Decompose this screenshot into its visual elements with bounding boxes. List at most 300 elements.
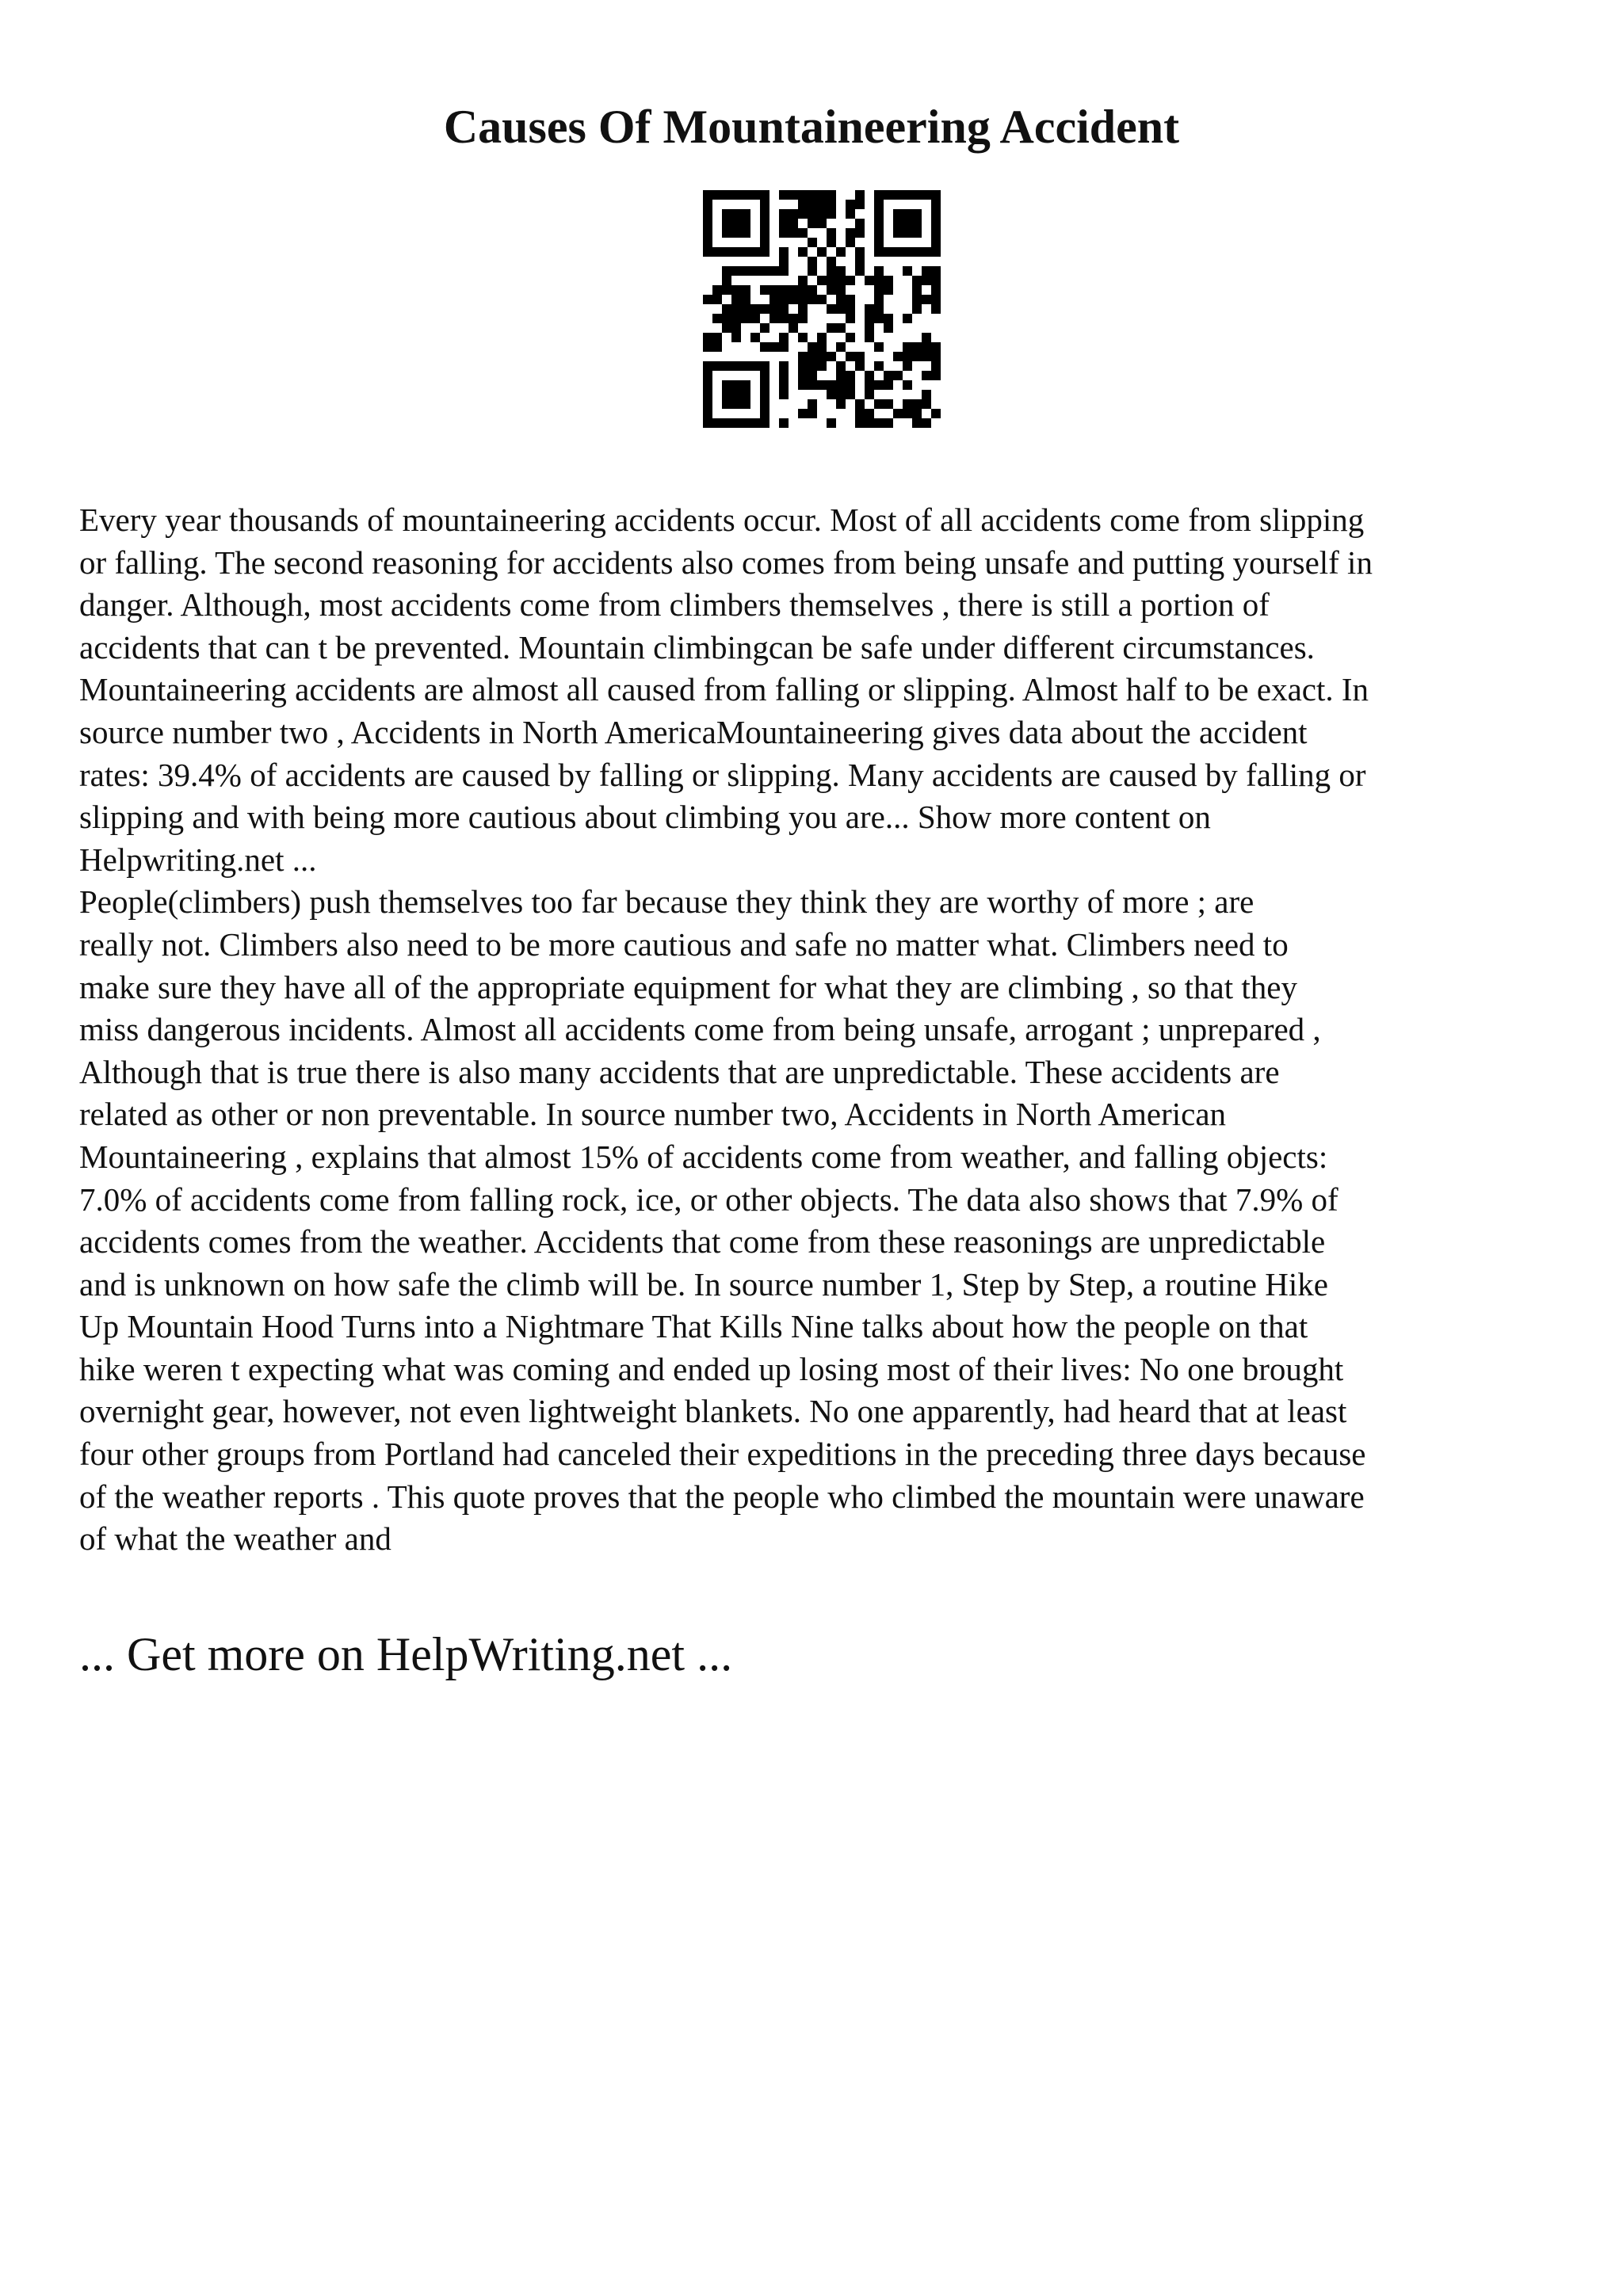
qr-module (865, 371, 874, 380)
qr-module (808, 257, 817, 266)
qr-module (703, 399, 712, 409)
qr-module (855, 361, 865, 371)
qr-module (703, 238, 712, 247)
qr-module (731, 228, 741, 238)
qr-module (703, 390, 712, 399)
qr-module (874, 238, 884, 247)
qr-module (874, 285, 884, 295)
qr-module (893, 352, 903, 361)
qr-module (865, 418, 874, 428)
qr-module (779, 361, 789, 371)
qr-module (846, 333, 855, 342)
qr-module (808, 266, 817, 276)
qr-module (798, 380, 808, 390)
qr-module (779, 342, 789, 352)
qr-module (750, 333, 760, 342)
qr-module (808, 209, 817, 219)
qr-module (855, 200, 865, 209)
qr-module (874, 219, 884, 228)
qr-module (779, 333, 789, 342)
qr-module (817, 333, 827, 342)
qr-module (722, 304, 731, 314)
qr-module (750, 247, 760, 257)
qr-module (884, 399, 893, 409)
qr-module (760, 399, 769, 409)
qr-module (855, 352, 865, 361)
qr-module (779, 314, 789, 323)
qr-module (836, 390, 846, 399)
qr-module (903, 409, 912, 418)
qr-module (827, 228, 836, 238)
qr-module (769, 342, 779, 352)
qr-module (931, 371, 941, 380)
qr-module (836, 323, 846, 333)
qr-module (741, 190, 750, 200)
qr-module (703, 295, 712, 304)
qr-module (922, 247, 931, 257)
qr-module (789, 295, 798, 304)
qr-module (827, 200, 836, 209)
qr-module (893, 247, 903, 257)
qr-module (903, 219, 912, 228)
qr-module (712, 190, 722, 200)
qr-module (798, 209, 808, 219)
qr-code-icon[interactable] (703, 190, 941, 428)
qr-module (893, 219, 903, 228)
qr-module (874, 228, 884, 238)
qr-module (760, 228, 769, 238)
qr-module (884, 380, 893, 390)
qr-module (827, 323, 836, 333)
qr-module (703, 418, 712, 428)
qr-module (731, 190, 741, 200)
qr-module (769, 295, 779, 304)
qr-module (922, 342, 931, 352)
qr-module (865, 333, 874, 342)
qr-module (846, 200, 855, 209)
qr-module (722, 418, 731, 428)
qr-module (779, 390, 789, 399)
qr-module (922, 276, 931, 285)
qr-module (931, 238, 941, 247)
qr-module (798, 276, 808, 285)
qr-module (874, 361, 884, 371)
qr-module (903, 209, 912, 219)
qr-module (855, 266, 865, 276)
qr-module (808, 361, 817, 371)
qr-module (827, 276, 836, 285)
qr-module (789, 190, 798, 200)
article-body (79, 499, 1569, 1561)
qr-module (741, 209, 750, 219)
qr-module (731, 209, 741, 219)
qr-module (760, 200, 769, 209)
qr-module (741, 380, 750, 390)
qr-module (779, 228, 789, 238)
qr-module (827, 238, 836, 247)
qr-module (731, 333, 741, 342)
qr-module (779, 380, 789, 390)
qr-module (789, 228, 798, 238)
qr-module (760, 190, 769, 200)
qr-module (731, 399, 741, 409)
qr-module (865, 390, 874, 399)
qr-module (846, 209, 855, 219)
qr-module (893, 371, 903, 380)
paragraph-1: Every year thousands of mountaineering accidents occur. Most of all accidents come from slipping or falling. The second reasoning for accidents also comes from being unsafe and putting yourself in danger. Although, most accidents come from climbers themselves , there is still a portion of accidents that can t be prevented. Mountain climbingcan be safe under different circumstances. Mountaineering accidents are almost all caused from falling or slipping. Almost half to be exact. In source number two , Accidents in North AmericaMountaineering gives data about the accident rates: 39.4% of accidents are caused by falling or slipping. Many accidents are caused by falling or slipping and with being more cautious about climbing you are... Show more content on Helpwriting.net ... (79, 502, 1373, 878)
qr-module (769, 314, 779, 323)
qr-module (760, 390, 769, 399)
qr-module (827, 209, 836, 219)
qr-module (817, 361, 827, 371)
qr-module (903, 399, 912, 409)
qr-module (741, 228, 750, 238)
qr-module (769, 285, 779, 295)
qr-module (912, 285, 922, 295)
qr-module (846, 238, 855, 247)
qr-module (836, 266, 846, 276)
qr-module (931, 304, 941, 314)
qr-module (855, 228, 865, 238)
qr-module (722, 276, 731, 285)
qr-module (769, 304, 779, 314)
qr-module (846, 380, 855, 390)
get-more-link[interactable]: ... Get more on HelpWriting.net ... (79, 1628, 733, 1680)
qr-module (798, 371, 808, 380)
qr-module (808, 399, 817, 409)
qr-module (931, 266, 941, 276)
qr-module (712, 295, 722, 304)
qr-module (808, 238, 817, 247)
qr-module (808, 409, 817, 418)
qr-module (722, 399, 731, 409)
qr-module (722, 190, 731, 200)
qr-module (760, 380, 769, 390)
qr-module (789, 323, 798, 333)
qr-module (703, 219, 712, 228)
qr-module (912, 209, 922, 219)
qr-module (789, 285, 798, 295)
qr-module (855, 247, 865, 257)
qr-module (731, 219, 741, 228)
qr-module (836, 399, 846, 409)
qr-module (808, 219, 817, 228)
qr-module (731, 285, 741, 295)
qr-module (903, 247, 912, 257)
qr-module (836, 361, 846, 371)
qr-module (912, 295, 922, 304)
qr-module (712, 314, 722, 323)
qr-module (741, 295, 750, 304)
qr-module (722, 247, 731, 257)
qr-module (731, 390, 741, 399)
qr-module (855, 257, 865, 266)
qr-module (874, 380, 884, 390)
qr-module (846, 390, 855, 399)
qr-module (884, 314, 893, 323)
qr-module (798, 190, 808, 200)
qr-module (817, 190, 827, 200)
qr-module (712, 342, 722, 352)
qr-module (779, 304, 789, 314)
qr-module (931, 219, 941, 228)
qr-module (750, 190, 760, 200)
qr-module (760, 361, 769, 371)
qr-module (731, 314, 741, 323)
qr-module (931, 361, 941, 371)
qr-module (703, 371, 712, 380)
qr-module (750, 304, 760, 314)
qr-module (931, 247, 941, 257)
qr-module (760, 409, 769, 418)
qr-module (779, 295, 789, 304)
qr-module (798, 200, 808, 209)
qr-module (760, 285, 769, 295)
qr-module (846, 352, 855, 361)
qr-module (703, 342, 712, 352)
qr-module (912, 418, 922, 428)
qr-module (903, 228, 912, 238)
qr-module (703, 190, 712, 200)
qr-module (865, 380, 874, 390)
qr-module (722, 390, 731, 399)
qr-module (931, 200, 941, 209)
qr-module (722, 380, 731, 390)
qr-module (846, 295, 855, 304)
qr-module (874, 266, 884, 276)
qr-module (827, 266, 836, 276)
qr-module (865, 323, 874, 333)
qr-module (922, 390, 931, 399)
qr-module (712, 247, 722, 257)
qr-module (836, 276, 846, 285)
qr-module (789, 314, 798, 323)
qr-module (731, 266, 741, 276)
qr-module (760, 209, 769, 219)
qr-module (922, 333, 931, 342)
qr-module (817, 209, 827, 219)
qr-module (741, 266, 750, 276)
qr-module (798, 333, 808, 342)
qr-module (836, 304, 846, 314)
qr-module (836, 342, 846, 352)
qr-module (798, 228, 808, 238)
qr-module (874, 304, 884, 314)
qr-module (722, 266, 731, 276)
qr-module (855, 190, 865, 200)
qr-module (931, 352, 941, 361)
qr-module (817, 219, 827, 228)
qr-module (722, 228, 731, 238)
qr-module (750, 361, 760, 371)
qr-module (731, 361, 741, 371)
qr-module (836, 247, 846, 257)
qr-module (912, 228, 922, 238)
qr-module (741, 399, 750, 409)
qr-module (731, 323, 741, 333)
qr-module (798, 285, 808, 295)
qr-module (903, 342, 912, 352)
qr-module (760, 266, 769, 276)
qr-module (846, 276, 855, 285)
qr-module (884, 371, 893, 380)
qr-module (855, 409, 865, 418)
qr-module (836, 371, 846, 380)
qr-module (817, 247, 827, 257)
qr-module (817, 295, 827, 304)
qr-module (884, 285, 893, 295)
qr-module (808, 190, 817, 200)
qr-module (779, 219, 789, 228)
qr-module (779, 266, 789, 276)
qr-module (798, 247, 808, 257)
qr-module (760, 219, 769, 228)
qr-module (741, 361, 750, 371)
qr-module (912, 409, 922, 418)
qr-module (865, 314, 874, 323)
qr-module (903, 352, 912, 361)
qr-module (817, 352, 827, 361)
qr-module (731, 380, 741, 390)
qr-module (722, 314, 731, 323)
qr-module (931, 276, 941, 285)
qr-module (741, 219, 750, 228)
qr-module (931, 190, 941, 200)
qr-module (760, 323, 769, 333)
qr-module (874, 209, 884, 219)
qr-module (760, 342, 769, 352)
qr-module (874, 399, 884, 409)
qr-module (798, 352, 808, 361)
qr-module (855, 219, 865, 228)
qr-module (827, 257, 836, 266)
qr-module (731, 247, 741, 257)
qr-module (817, 200, 827, 209)
qr-module (798, 314, 808, 323)
qr-module (884, 276, 893, 285)
qr-module (750, 418, 760, 428)
qr-module (741, 285, 750, 295)
qr-module (808, 371, 817, 380)
qr-module (808, 342, 817, 352)
qr-module (903, 361, 912, 371)
qr-module (846, 228, 855, 238)
qr-module (808, 295, 817, 304)
qr-code-graphic (703, 190, 941, 428)
qr-module (922, 371, 931, 380)
qr-module (865, 304, 874, 314)
qr-module (722, 219, 731, 228)
qr-module (893, 190, 903, 200)
qr-module (817, 380, 827, 390)
qr-module (874, 276, 884, 285)
qr-module (808, 285, 817, 295)
qr-module (779, 190, 789, 200)
qr-module (912, 304, 922, 314)
qr-module (808, 352, 817, 361)
qr-module (760, 247, 769, 257)
qr-module (760, 304, 769, 314)
qr-module (798, 361, 808, 371)
qr-module (836, 295, 846, 304)
qr-module (903, 380, 912, 390)
qr-module (922, 418, 931, 428)
qr-module (836, 380, 846, 390)
qr-module (922, 190, 931, 200)
qr-module (922, 266, 931, 276)
qr-module (846, 314, 855, 323)
qr-module (893, 409, 903, 418)
qr-module (722, 323, 731, 333)
qr-module (931, 209, 941, 219)
qr-module (703, 409, 712, 418)
qr-module (722, 285, 731, 295)
qr-module (760, 418, 769, 428)
qr-module (827, 285, 836, 295)
qr-module (703, 361, 712, 371)
qr-module (855, 418, 865, 428)
qr-module (931, 228, 941, 238)
qr-module (731, 418, 741, 428)
qr-module (789, 209, 798, 219)
qr-module (827, 190, 836, 200)
qr-module (884, 418, 893, 428)
qr-module (722, 209, 731, 219)
qr-module (789, 219, 798, 228)
qr-module (846, 304, 855, 314)
qr-module (779, 247, 789, 257)
qr-module (741, 418, 750, 428)
qr-module (741, 314, 750, 323)
qr-module (893, 228, 903, 238)
qr-module (798, 304, 808, 314)
qr-module (741, 247, 750, 257)
qr-module (769, 266, 779, 276)
qr-module (750, 314, 760, 323)
qr-module (722, 361, 731, 371)
qr-module (827, 380, 836, 390)
qr-module (712, 418, 722, 428)
qr-module (931, 285, 941, 295)
paragraph-2: People(climbers) push themselves too far because they think they are worthy of more ; are really not. Climbers also need to be more cautious and safe no matter what. Climbers need to make sure they have all of the appropriate equipment for what they are climbing , so that they miss dangerous incidents. Almost all accidents come from being unsafe, arrogant ; unprepared , Although that is true there is also many accidents that are unpredictable. These accidents are related as other or non preventable. In source number two, Accidents in North American Mountaineering , explains that almost 15% of accidents come from weather, and falling objects: 7.0% of accidents come from falling rock, ice, or other objects. The data also shows that 7.9% of accidents comes from the weather. Accidents that come from these reasonings are unpredictable and is unknown on how safe the climb will be. In source number 1, Step by Step, a routine Hike Up Mountain Hood Turns into a Nightmare That Kills Nine talks about how the people on that hike weren t expecting what was coming and ended up losing most of their lives: No one brought overnight gear, however, not even lightweight blankets. No one apparently, had heard that at least four other groups from Portland had canceled their expeditions in the preceding three days because of the weather reports . This quote proves that the people who climbed the mountain were unaware of what the weather and (79, 883, 1366, 1558)
page-title: Causes Of Mountaineering Accident (443, 101, 1180, 153)
qr-module (760, 371, 769, 380)
qr-module (884, 323, 893, 333)
qr-module (798, 295, 808, 304)
qr-module (912, 219, 922, 228)
qr-module (741, 390, 750, 399)
qr-module (703, 200, 712, 209)
qr-module (798, 409, 808, 418)
qr-module (931, 342, 941, 352)
qr-module (922, 352, 931, 361)
qr-module (912, 352, 922, 361)
qr-module (874, 295, 884, 304)
qr-module (865, 409, 874, 418)
qr-module (884, 247, 893, 257)
qr-module (760, 238, 769, 247)
qr-module (779, 257, 789, 266)
qr-module (731, 295, 741, 304)
qr-module (903, 266, 912, 276)
qr-module (912, 190, 922, 200)
qr-module (893, 209, 903, 219)
qr-module (846, 371, 855, 380)
qr-module (779, 209, 789, 219)
qr-module (703, 247, 712, 257)
qr-module (912, 247, 922, 257)
qr-module (827, 390, 836, 399)
